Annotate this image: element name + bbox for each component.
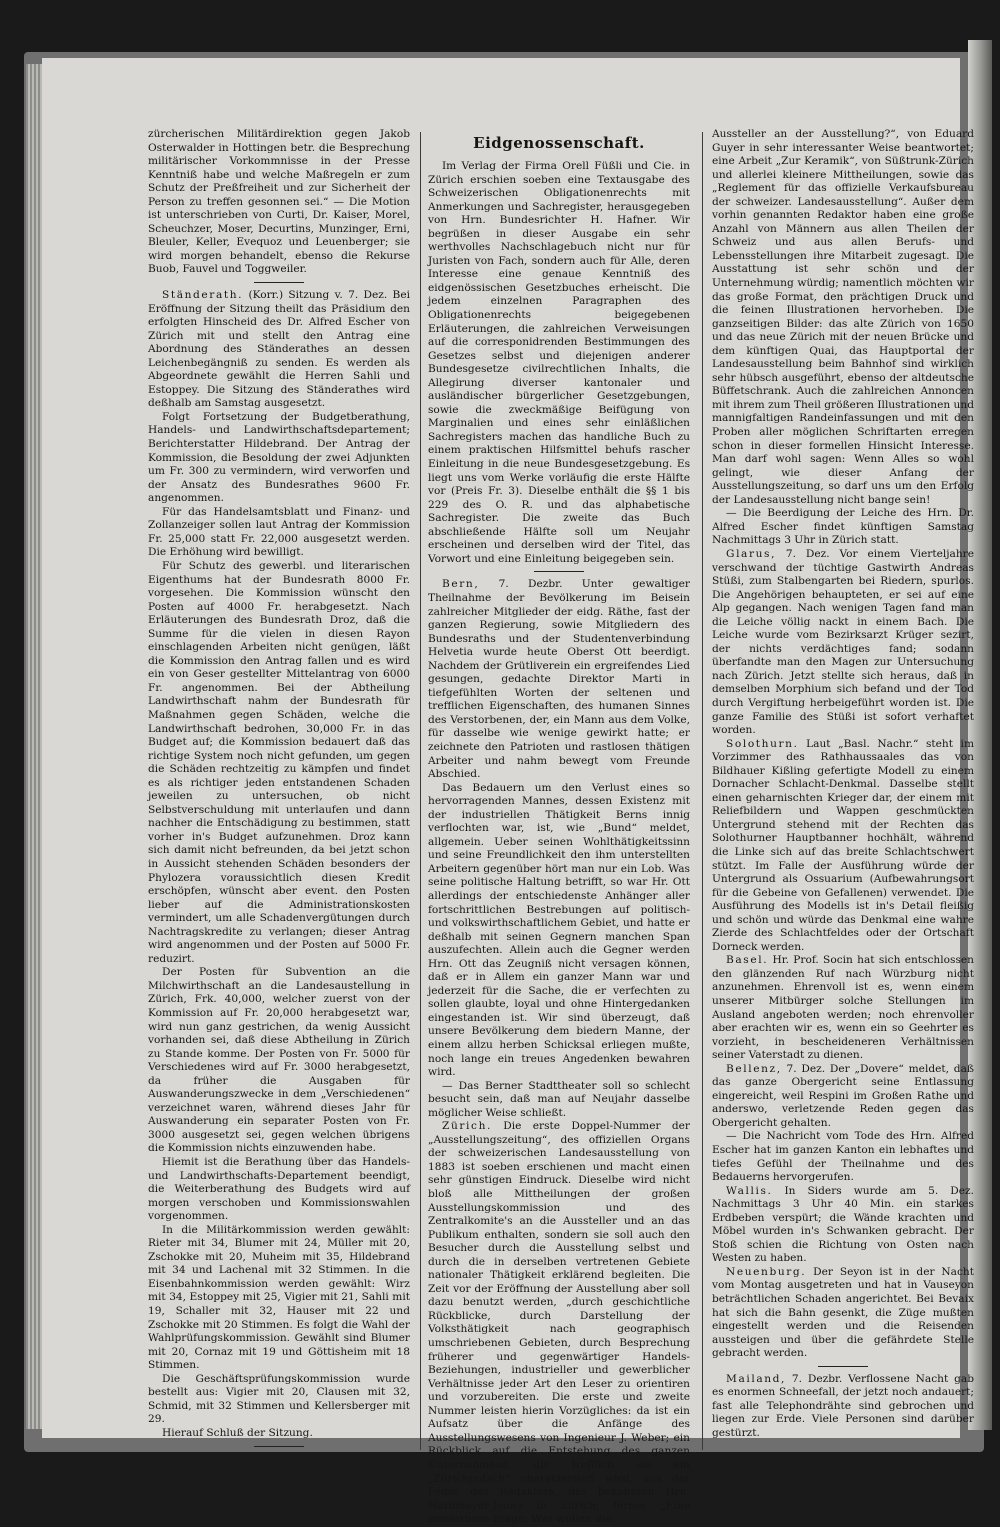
article-body: Der Seyon ist in der Nacht vom Montag ausgetreten und hat in Vauseyon beträchtlichen Schaden angerichtet. Bei Bevaix hat sich die Bahn gesenkt, die Züge mußten eingestellt werden und die Reisenden aussteigen und über die gefährdete Stelle gebracht werden. [712,1265,974,1360]
column-3 [712,128,974,1458]
article-lead: Bellenz, [726,1062,782,1075]
separator-rule [818,1366,868,1367]
paragraph: Hierauf Schluß der Sitzung. [162,1426,313,1439]
article-body: Die erste Doppel-Nummer der „Ausstellungszeitung“, des offiziellen Organs der schweizerischen Landesausstellung von 1883 ist soeben erschienen und macht einen sehr günstigen Eindruck. Dieselbe wird nicht bloß alle Mittheilungen der großen Ausstellungskommission und des Zentralkomite's an die Aussteller und an das Publikum enthalten, sondern sie soll auch den Besucher durch die Ausstellung selbst und durch die in derselben vertretenen Gebiete nationaler Thätigkeit erklärend begleiten. Die Zeit vor der Eröffnung der Ausstellung aber soll dazu benutzt werden, „durch geschichtliche Rückblicke, durch Darstellung der Volksthätigkeit nach geographisch umschriebenen Gebieten, durch Besprechung früherer und gegenwärtiger Handels-Beziehungen, industrieller und gewerblicher Verhältnisse jeder Art den Leser zu orientiren und vorzubereiten. Die erste und zweite Nummer leisten hierin Vorzügliches: da ist ein Aufsatz über die Anfänge des Ausstellungswesens von Ingenieur J. Weber; ein Rückblick auf die Entstehung des ganzen Unternehmens, die trefflich als ein „Zürichputsch“ charakterisirt wird, aus der Feder des Redaktors, des bekannten Hrn. Hardmeyer-Jenny in Zürich; ferner „Eine sonderbare Frage: Was wollen die [428,1120,690,1526]
article-lead: Basel. [726,954,769,967]
article-bellenz [712,1063,974,1131]
article-basel [712,954,974,1062]
separator-rule [254,1446,304,1447]
article-bern [428,578,690,781]
paragraph: Hiemit ist die Berathung über das Handels- und Landwirthschafts-Departement beendigt, die Weiterberathung des Budgets wird auf morgen verschoben und Kommissionswahlen vorgenommen. [148,1156,410,1223]
paragraph: Für Schutz des gewerbl. und literarischen Eigenthums hat der Bundesrath 8000 Fr. vorgesehen. Die Kommission wünscht den Posten auf 4000 Fr. herabgesetzt. Nach Erläuterungen des Bundesrath Droz, daß die Summe für die vielen in diesen Rayon einschlagenden Arbeiten nicht genügen, läßt die Kommission den Antrag fallen und es wird ein von Geser gestellter Mittelantrag von 6000 Fr. angenommen. Bei der Abtheilung Landwirthschaft nahm der Bundesrath für Maßnahmen gegen Schäden, welche die Landwirthschaft bedrohen, 30,000 Fr. in das Budget auf; die Kommission bedauert daß das richtige System noch nicht gefunden, um gegen die Schäden rechtzeitig zu kämpfen und findet es als richtiger jeden entstandenen Schaden jeweilen zu untersuchen, ob nicht Selbstverschuldung mit unterlaufen und dann nachher die Entschädigung zu bestimmen, statt vorher in's Budget aufzunehmen. Droz kann sich damit nicht befreunden, da bei jetzt schon in Aussicht stehenden Schäden besonders der Phylozera voraussichtlich diesen Kredit erschöpfen, wünscht aber event. den Posten lieber auf die Administrationskosten vermindert, um alle Schadenvergütungen durch Nachtragskredite zu verlangen; dieser Antrag wird angenommen und der Posten auf 5000 Fr. reduzirt. [148,559,410,965]
article-body: 7. Dez. Der „Dovere“ meldet, daß das ganze Obergericht seine Entlassung eingereicht, weil Respini im Großen Rathe und anderswo, verletzende Reden gegen das Obergericht gehalten. [712,1062,974,1129]
article-lead: Neuenburg. [726,1265,807,1278]
newspaper-page [42,58,974,1526]
paragraph: — Die Nachricht vom Tode des Hrn. Alfred Escher hat im ganzen Kanton ein lebhaftes und tiefes Gefühl der Theilnahme und des Bedauerns hervorgerufen. [712,1130,974,1184]
article-lead: Ständerath. [162,289,244,302]
article-body: 7. Dezbr. Verflossene Nacht gab es enormen Schneefall, der jetzt noch andauert; fast alle Telephondrähte sind gebrochen und liegen zur Erde. Viele Personen sind darüber gestürzt. [712,1372,974,1439]
article-motion: zürcherischen Militärdirektion gegen Jakob Osterwalder in Hottingen betr. die Besprechung militärischer Vorkommnisse in der Presse Kenntniß habe und welche Maßregeln er zum Schutz der Preßfreiheit und zur Sicherheit der Person zu treffen gesonnen sei.“ — Die Motion ist unterschrieben von Curti, Dr. Kaiser, Morel, Scheuchzer, Moser, Decurtins, Munzinger, Erni, Bleuler, Keller, Evequoz und Leuenberger; sie wird morgen behandelt, ebenso die Rekurse Buob, Fauvel und Toggweiler. [148,128,410,276]
separator-rule [534,571,584,572]
paragraph: In die Militärkommission werden gewählt: Rieter mit 34, Blumer mit 24, Müller mit 20, Zschokke mit 20, Muheim mit 35, Hildebrand mit 34 und Lachenal mit 32 Stimmen. In die Eisenbahnkommission werden gewählt: Wirz mit 34, Estoppey mit 25, Vigier mit 21, Sahli mit 19, Schaller mit 32, Hauser mit 22 und Zschokke mit 20 Stimmen. Es folgt die Wahl der Wahlprüfungskommission. Gewählt sind Blumer mit 20, Cornaz mit 19 und Göttisheim mit 18 Stimmen. [148,1223,410,1372]
paragraph: Aussteller an der Ausstellung?“, von Eduard Guyer in sehr interessanter Weise beantwortet; eine Arbeit „Zur Keramik“, von Süßtrunk-Zürich und allerlei kleinere Mittheilungen, sowie das „Reglement für das offizielle Verkaufsbureau der schweizer. Landesausstellung“. Außer dem vorhin genannten Redaktor haben eine große Anzahl von Männern aus allen Theilen der Schweiz und aus allen Berufs- und Lebensstellungen ihre Mitarbeit zugesagt. Die Ausstattung ist sehr schön und der Unternehmung würdig; namentlich möchten wir das große Format, den prächtigen Druck und die feinen Illustrationen hervorheben. Die ganzseitigen Bilder: das alte Zürich von 1650 und das neue Zürich mit der neuen Brücke und dem künftigen Quai, das Hauptportal der Landesausstellung beim Bahnhof sind wirklich sehr hübsch ausgeführt, ebenso der altdeutsche Büffetschrank. Auch die zahlreichen Annoncen mit ihrem zum Theil größeren Illustrationen und mannigfaltigen Randeinfassungen und mit den Proben aller möglichen Schriftarten erregen schon in dieser formellen Hinsicht Interesse. Man darf wohl sagen: Wenn Alles so wohl gelingt, wie dieser Anfang der Ausstellungszeitung, so darf uns um den Erfolg der Landesausstellung nicht bange sein! [712,128,974,506]
separator-rule [254,282,304,283]
article-obligationenrecht: Im Verlag der Firma Orell Füßli und Cie. in Zürich erschien soeben eine Textausgabe des Schweizerischen Obligationenrechts mit Anmerkungen und Sachregister, herausgegeben von Hrn. Bundesrichter H. Hafner. Wir begrüßen in dieser Ausgabe ein sehr werthvolles Nachschlagebuch nicht nur für Juristen von Fach, sondern auch für Alle, deren Interesse eine genaue Kenntniß des eidgenössischen Gesetzbuches erheischt. Die jedem einzelnen Paragraphen des Obligationenrechts beigegebenen Erläuterungen, die zahlreichen Verweisungen auf die corresponidrenden Bestimmungen des Gesetzes selbst und diejenigen anderer Bundesgesetze civilrechtlichen Inhalts, die Allegirung diverser kantonaler und ausländischer bürgerlicher Gesetzgebungen, sowie die zweckmäßige Beifügung von Marginalien und eines sehr einläßlichen Sachregisters machen das handliche Buch zu einem praktischen Hilfsmittel behufs rascher Einleitung in die neue Bundesgesetzgebung. Es liegt uns vom Werke vorläufig die erste Hälfte vor (Preis Fr. 3). Dieselbe enthält die §§ 1 bis 229 des O. R. und das alphabetische Sachregister. Die zweite das Buch abschließende Hälfte soll um Neujahr erscheinen und derselben wird der Titel, das Vorwort und eine Einleitung beigegeben sein. [428,160,690,565]
article-wallis [712,1185,974,1266]
article-lead: Glarus, [726,547,777,560]
article-body: 7. Dezbr. Unter gewaltiger Theilnahme der Bevölkerung im Beisein zahlreicher Mitglieder der eidg. Räthe, fast der ganzen Regierung, sowie Mitgliedern des Bundesraths und der Studentenverbindung Helvetia wurde heute Oberst Ott beerdigt. Nachdem der Grütliverein ein ergreifendes Lied gesungen, gedachte Direktor Marti in tiefgefühlten Worten der seltenen und trefflichen Eigenschaften, des humanen Sinnes des Verstorbenen, der, ein Mann aus dem Volke, für dasselbe wie wenige gewirkt hatte; er zeichnete den Patrioten und rastlosen thätigen Arbeiter und nahm bewegt vom Freunde Abschied. [428,578,690,781]
column-2 [428,128,690,1526]
paragraph: — Die Beerdigung der Leiche des Hrn. Dr. Alfred Escher findet künftigen Samstag Nachmittags 3 Uhr in Zürich statt. [712,507,974,547]
paragraph: Für das Handelsamtsblatt und Finanz- und Zollanzeiger sollen laut Antrag der Kommission Fr. 25,000 statt Fr. 22,000 ausgesetzt werden. Die Erhöhung wird bewilligt. [148,505,410,559]
article-body: In Siders wurde am 5. Dez. Nachmittags 3 Uhr 40 Min. ein starkes Erdbeben verspürt; die Wände krachten und Möbel wurden in's Schwanken gebracht. Der Stoß schien die Richtung von Osten nach Westen zu haben. [712,1184,974,1265]
article-lead: Wallis. [726,1184,773,1197]
article-mailand [712,1373,974,1441]
article-body: Hr. Prof. Socin hat sich entschlossen den glänzenden Ruf nach Würzburg nicht anzunehmen. Ehrenvoll ist es, wenn einem unserer Mitbürger solche Stellungen im Ausland angeboten werden; noch ehrenvoller aber erachten wir es, wenn ein so Geehrter es vorzieht, in bescheideneren Verhältnissen seiner Vaterstadt zu dienen. [712,954,974,1062]
paragraph: Die Geschäftsprüfungskommission wurde bestellt aus: Vigier mit 20, Clausen mit 32, Schmid, mit 32 Stimmen und Kellersberger mit 29. [148,1372,410,1426]
article-zuerich [428,1120,690,1526]
article-solothurn [712,738,974,955]
column-divider [420,132,421,1450]
article-lead: Mailand, [726,1372,787,1385]
section-title: Eidgenossenschaft. [473,134,645,152]
article-body: Laut „Basl. Nachr.“ steht im Vorzimmer des Rathhaussaales das von Bildhauer Kißling gefertigte Modell zu einem Dornacher Schlacht-Denkmal. Dasselbe stellt einen geharnischten Krieger dar, der einem mit Reliefbildern und Wappen geschmückten Untergrund stehend mit der Rechten das Solothurner Hauptbanner hochhält, während die Linke sich auf das breite Schlachtschwert stützt. Im Falle der Ausführung würde der Untergrund als Ossuarium (Aufbewahrungsort für die Gebeine von Gefallenen) verwendet. Die Ausführung des Modells ist in's Detail fleißig und schön und würde das Denkmal eine wahre Zierde des Schlachtfeldes oder der Ortschaft Dorneck werden. [712,737,974,953]
paragraph: Das Bedauern um den Verlust eines so hervorragenden Mannes, dessen Existenz mit der industriellen Thätigkeit Berns innig verflochten war, ist, wie „Bund“ meldet, allgemein. Ueber seinen Wohlthätigkeitssinn und seine Freundlichkeit den ihm unterstellten Arbeitern gegenüber hört man nur ein Lob. Was seine politische Haltung betrifft, so war Hr. Ott allerdings der entschiedenste Anhänger aller fortschrittlichen Bestrebungen auf politisch- und volkswirthschaftlichem Gebiet, und hatte er deßhalb mit seinen Gegnern manchen Span auszufechten. Allein auch die Gegner werden Hrn. Ott das Zeugniß nicht versagen können, daß er in Allem ein ganzer Mann war und jederzeit für die Sache, die er verfechten zu sollen glaubte, loyal und ohne Hintergedanken eingestanden ist. Wir sind überzeugt, daß unsere Bevölkerung dem biedern Manne, der einem allzu herben Schicksal erliegen mußte, noch lange ein treues Angedenken bewahren wird. [428,781,690,1079]
paragraph: — Das Berner Stadttheater soll so schlecht besucht sein, daß man auf Neujahr dasselbe möglicher Weise schließt. [428,1079,690,1119]
article-body: 7. Dez. Vor einem Vierteljahre verschwand der tüchtige Gastwirth Andreas Stüßi, zum Stalbengarten bei Riedern, spurlos. Die Angehörigen behaupteten, er sei auf eine Alp gegangen. Nach wenigen Tagen fand man die Leiche völlig nackt in einem Bach. Die Leiche wurde vom Bezirksarzt Krüger sezirt, der nichts verdächtiges fand; sodann überfandte man den Magen zur Untersuchung nach Zürich. Jetzt stellte sich heraus, daß in demselben Morphium sich befand und der Tod durch Vergiftung herbeigeführt worden ist. Die ganze Familie des Stüßi ist sofort verhaftet worden. [712,547,974,737]
paragraph: Der Posten für Subvention an die Milchwirthschaft an die Landesaustellung in Zürich, Frk. 40,000, welcher zuerst von der Kommission auf Fr. 20,000 herabgesetzt war, wird nun ganz gestrichen, da wenig Aussicht vorhanden sei, daß diese Abtheilung in Zürich zu Stande komme. Der Posten von Fr. 5000 für Verschiedenes wird auf Fr. 3000 herabgesetzt, da früher die Ausgaben für Auswanderungszwecke in dem „Verschiedenen“ verzeichnet waren, während dieses Jahr für Auswanderung ein separater Posten von Fr. 3000 ausgesetzt sei, gegen welchen übrigens die Kommission nichts einzuwenden habe. [148,966,410,1155]
column-1 [148,128,410,1458]
text-columns [100,128,980,1526]
article-neuenburg [712,1266,974,1361]
article-lead: Bern, [442,578,480,591]
column-divider [702,132,703,1450]
article-lead: Zürich. [442,1120,492,1133]
article-staenderath [148,289,410,411]
article-lead: Solothurn. [726,737,799,750]
article-glarus [712,548,974,738]
paragraph: Folgt Fortsetzung der Budgetberathung, Handels- und Landwirthschaftsdepartement; Berichterstatter Hildebrand. Der Antrag der Kommission, die Besoldung der zwei Adjunkten um Fr. 300 zu vermindern, wird verworfen und der Ansatz des Bundesrathes 9600 Fr. angenommen. [148,410,410,505]
article-body: (Korr.) Sitzung v. 7. Dez. Bei Eröffnung der Sitzung theilt das Präsidium den erfolgten Hinscheid des Dr. Alfred Escher von Zürich mit und stellt den Antrag eine Abordnung des Ständerathes an dessen Leichenbegängniß zu senden. Es werden als Abgeordnete gewählt die Herren Sahli und Estoppey. Die Sitzung des Ständerathes wird deßhalb am Samstag ausgesetzt. [148,289,410,410]
